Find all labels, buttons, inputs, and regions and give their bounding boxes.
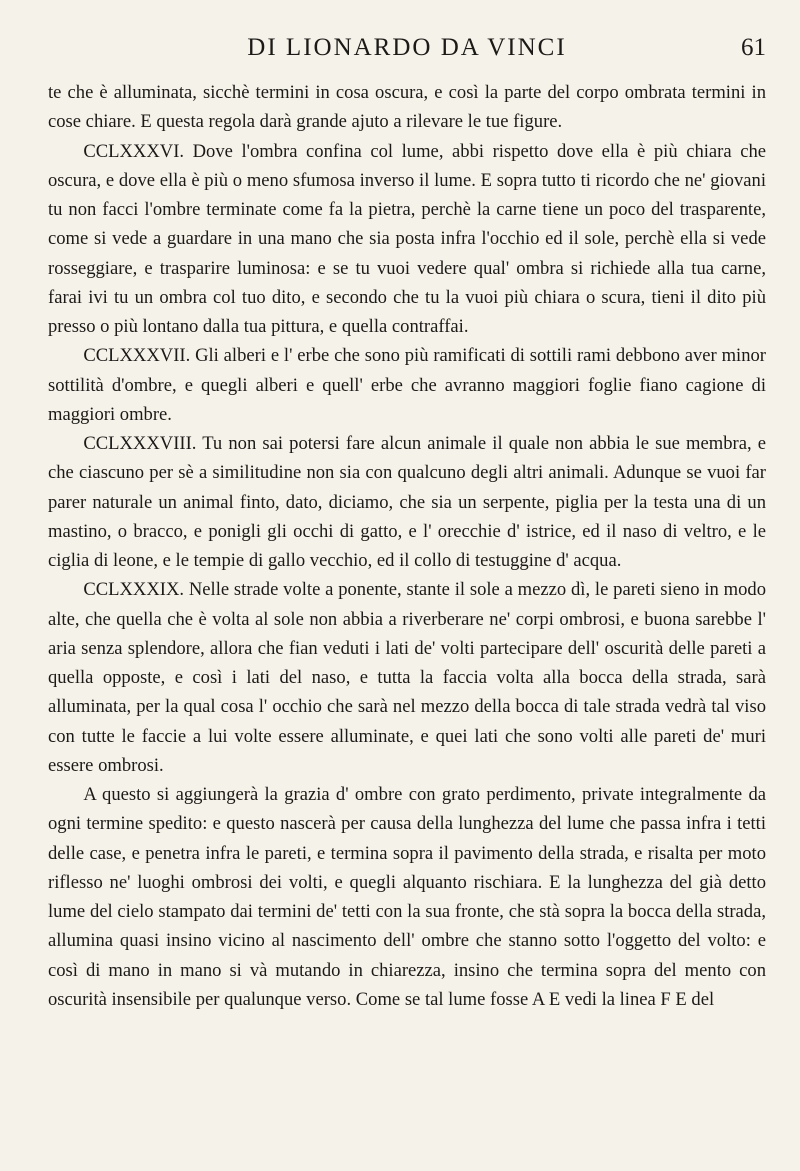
page-header: [48, 20, 766, 78]
page-number: 61: [741, 34, 766, 61]
body-text: [48, 78, 766, 1014]
running-head: DI LIONARDO DA VINCI: [247, 34, 567, 61]
paragraph-cclxxxvi: CCLXXXVI. Dove l'ombra confina col lume, abbi rispetto dove ella è più chiara che oscura, e dove ella è più o meno sfumosa inverso il lume. E sopra tutto ti ricordo che ne' giovani tu non facci l'ombre terminate come fa la pietra, perchè la carne tiene un poco del trasparente, come si vede a guardare in una mano che sia posta infra l'occhio ed il sole, perchè ella si vede rosseggiare, e trasparire luminosa: e se tu vuoi vedere qual' ombra si richiede alla tua carne, farai ivi tu un ombra col tuo dito, e secondo che tu la vuoi più chiara o scura, tieni il dito più presso o più lontano dalla tua pittura, e quella contraffai.: [48, 140, 766, 337]
paragraph-cclxxxix: CCLXXXIX. Nelle strade volte a ponente, stante il sole a mezzo dì, le pareti sieno in modo alte, che quella che è volta al sole non abbia a riverberare ne' corpi ombrosi, e buona sarebbe l' aria senza splendore, allora che fian veduti i lati de' volti partecipare dell' oscurità delle pareti a quella opposte, e così i lati del naso, e tutta la faccia volta alla bocca della strada, sarà alluminata, per la qual cosa l' occhio che sarà nel mezzo della bocca di tale strada vedrà tal viso con tutte le faccie a lui volte essere alluminate, e quei lati che sono volti alle pareti de' muri essere ombrosi.: [48, 579, 766, 776]
paragraph-cclxxxix-continued: A questo si aggiungerà la grazia d' ombre con grato perdimento, private integralmente da ogni termine spedito: e questo nascerà per causa della lunghezza del lume che passa infra i tetti delle case, e penetra infra le pareti, e termina sopra il pavimento della strada, e risalta per moto riflesso ne' luoghi ombrosi dei volti, e quegli alquanto rischiara. E la lunghezza del già detto lume del cielo stampato dai termini de' tetti con la sua fronte, che stà sopra la bocca della strada, allumina quasi insino vicino al nascimento dell' ombre che stanno sotto l'oggetto del volto: e così di mano in mano si và mutando in chiarezza, insino che termina sopra del mento con oscurità insensibile per qualunque verso. Come se tal lume fosse A E vedi la linea F E del: [48, 784, 766, 1010]
paragraph-cclxxxvii: CCLXXXVII. Gli alberi e l' erbe che sono più ramificati di sottili rami debbono aver minor sottilità d'ombre, e quegli alberi e quell' erbe che avranno maggiori foglie fiano cagione di maggiori ombre.: [48, 345, 766, 425]
paragraph-continuation: te che è alluminata, sicchè termini in cosa oscura, e così la parte del corpo ombrata termini in cose chiare. E questa regola darà grande ajuto a rilevare le tue figure.: [48, 82, 766, 133]
paragraph-cclxxxviii: CCLXXXVIII. Tu non sai potersi fare alcun animale il quale non abbia le sue membra, e che ciascuno per sè a similitudine non sia con qualcuno degli altri animali. Adunque se vuoi far parer naturale un animal finto, dato, diciamo, che sia un serpente, piglia per la testa una di un mastino, o bracco, e ponigli gli occhi di gatto, e l' orecchie d' istrice, ed il naso di veltro, e le ciglia di leone, e le tempie di gallo vecchio, ed il collo di testuggine d' acqua.: [48, 433, 766, 571]
